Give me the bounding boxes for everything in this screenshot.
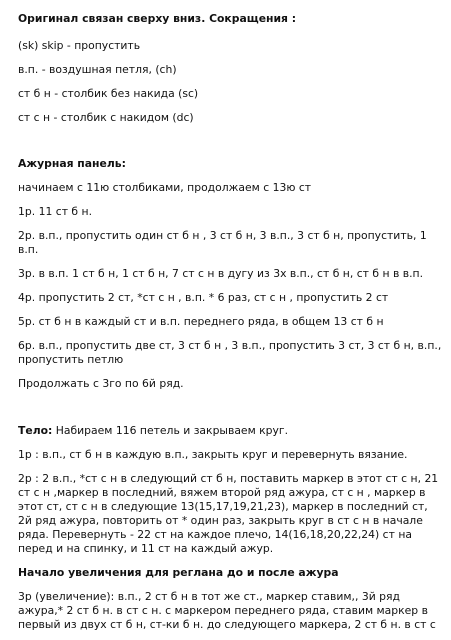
raglan-row-3-line-1: 3р (увеличение): в.п., 2 ст б н в тот же ст., маркер ставим,, 3й ряд <box>18 590 400 603</box>
openwork-row-6-line-2: пропустить петлю <box>18 353 124 366</box>
openwork-continue: Продолжать с 3го по 6й ряд. <box>18 377 184 390</box>
body-row-2-line-5: ряда. Перевернуть - 22 ст на каждое плечо, 14(16,18,20,22,24) ст на <box>18 528 413 541</box>
openwork-heading: Ажурная панель: <box>18 157 126 170</box>
abbrev-chain: в.п. - воздушная петля, (ch) <box>18 63 177 76</box>
body-row-2-line-6: перед и на спинку, и 11 ст на каждый ажур. <box>18 542 274 555</box>
openwork-row-3: 3р. в в.п. 1 ст б н, 1 ст б н, 7 ст с н в дугу из 3х в.п., ст б н, ст б н в в.п. <box>18 267 424 280</box>
openwork-row-2-line-1: 2р. в.п., пропустить один ст б н , 3 ст б н, 3 в.п., 3 ст б н, пропустить, 1 <box>18 229 427 242</box>
openwork-row-5: 5р. ст б н в каждый ст и в.п. переднего ряда, в общем 13 ст б н <box>18 315 384 328</box>
body-heading-rest: Набираем 116 петель и закрываем круг. <box>52 424 289 437</box>
openwork-row-4: 4р. пропустить 2 ст, *ст с н , в.п. * 6 раз, ст с н , пропустить 2 ст <box>18 291 389 304</box>
body-row-1: 1р : в.п., ст б н в каждую в.п., закрыть круг и перевернуть вязание. <box>18 448 408 461</box>
body-row-2-line-2: ст с н ,маркер в последний, вяжем второй ряд ажура, ст с н , маркер в <box>18 486 426 499</box>
openwork-row-6-line-1: 6р. в.п., пропустить две ст, 3 ст б н , 3 в.п., пропустить 3 ст, 3 ст б н, в.п., <box>18 339 442 352</box>
openwork-intro: начинаем с 11ю столбиками, продолжаем с 13ю ст <box>18 181 312 194</box>
body-heading-line <box>18 424 288 438</box>
body-heading: Тело: <box>18 424 53 437</box>
abbrev-sc: ст б н - столбик без накида (sc) <box>18 87 199 100</box>
openwork-row-2-line-2: в.п. <box>18 243 39 256</box>
openwork-row-1: 1р. 11 ст б н. <box>18 205 92 218</box>
body-row-2-line-4: 2й ряд ажура, повторить от * один раз, закрыть круг в ст с н в начале <box>18 514 423 527</box>
abbrev-dc: ст с н - столбик с накидом (dc) <box>18 111 194 124</box>
raglan-row-3-line-3: первый из двух ст б н, ст-ки б н. до следующего маркера, 2 ст б н. в ст с <box>18 618 436 631</box>
abbrev-skip: (sk) skip - пропустить <box>18 39 141 52</box>
body-row-2-line-1: 2р : 2 в.п., *ст с н в следующий ст б н, поставить маркер в этот ст с н, 21 <box>18 472 439 485</box>
raglan-heading: Начало увеличения для реглана до и после ажура <box>18 566 339 579</box>
raglan-row-3-line-2: ажура,* 2 ст б н. в ст с н. с маркером переднего ряда, ставим маркер в <box>18 604 428 617</box>
document-title: Оригинал связан сверху вниз. Сокращения : <box>18 12 297 25</box>
body-row-2-line-3: этот ст, ст с н в следующие 13(15,17,19,21,23), маркер в последний ст, <box>18 500 428 513</box>
